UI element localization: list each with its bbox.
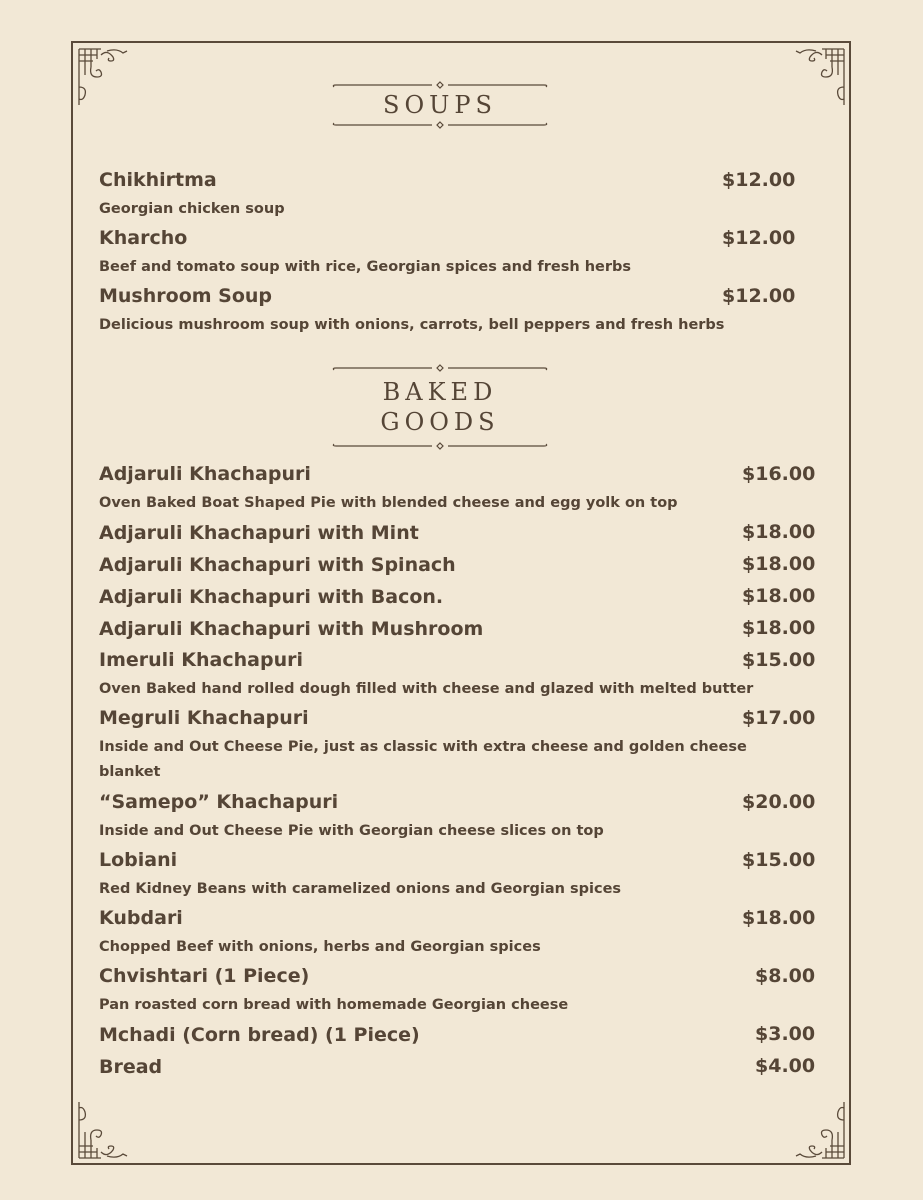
item-name: Lobiani	[99, 849, 178, 871]
section-header-baked-goods	[320, 363, 560, 451]
divider-ornament-icon	[330, 120, 550, 130]
baked-goods-list	[99, 459, 816, 1083]
section-header-soups	[330, 80, 550, 130]
item-price: $18.00	[742, 585, 816, 607]
item-name: Chvishtari (1 Piece)	[99, 965, 310, 987]
item-description: Red Kidney Beans with caramelized onions and Georgian spices	[99, 881, 622, 897]
menu-item	[99, 845, 816, 903]
item-price: $18.00	[742, 521, 816, 543]
item-name: Imeruli Khachapuri	[99, 649, 303, 671]
soups-list	[99, 165, 796, 339]
item-price: $15.00	[742, 649, 816, 671]
item-price: $18.00	[742, 617, 816, 639]
section-title: SOUPS	[383, 91, 497, 119]
item-description: Chopped Beef with onions, herbs and Georgian spices	[99, 939, 541, 955]
item-name: Adjaruli Khachapuri with Bacon.	[99, 586, 444, 608]
item-price: $3.00	[755, 1023, 816, 1045]
menu-item	[99, 223, 796, 281]
menu-item	[99, 581, 816, 613]
menu-item	[99, 1051, 816, 1083]
menu-item	[99, 1019, 816, 1051]
item-name: Adjaruli Khachapuri with Mushroom	[99, 618, 484, 640]
item-name: Chikhirtma	[99, 169, 217, 191]
item-name: Kharcho	[99, 227, 188, 249]
item-description: Inside and Out Cheese Pie, just as classic with extra cheese and golden cheese blanket	[99, 739, 747, 780]
item-description: Beef and tomato soup with rice, Georgian spices and fresh herbs	[99, 259, 632, 275]
menu-item	[99, 903, 816, 961]
item-description: Inside and Out Cheese Pie with Georgian cheese slices on top	[99, 823, 604, 839]
divider-ornament-icon	[330, 441, 550, 451]
item-price: $12.00	[722, 285, 796, 307]
item-price: $18.00	[742, 553, 816, 575]
divider-ornament-icon	[330, 363, 550, 373]
item-description: Delicious mushroom soup with onions, carrots, bell peppers and fresh herbs	[99, 317, 725, 333]
corner-ornament-icon	[77, 47, 137, 107]
item-name: Megruli Khachapuri	[99, 707, 309, 729]
corner-ornament-icon	[77, 1100, 137, 1160]
corner-ornament-icon	[786, 1100, 846, 1160]
item-price: $12.00	[722, 169, 796, 191]
menu-item	[99, 787, 816, 845]
item-price: $16.00	[742, 463, 816, 485]
item-description: Oven Baked Boat Shaped Pie with blended cheese and egg yolk on top	[99, 495, 678, 511]
item-price: $12.00	[722, 227, 796, 249]
item-price: $8.00	[755, 965, 816, 987]
item-price: $20.00	[742, 791, 816, 813]
corner-ornament-icon	[786, 47, 846, 107]
item-name: Mchadi (Corn bread) (1 Piece)	[99, 1024, 420, 1046]
item-description: Oven Baked hand rolled dough filled with cheese and glazed with melted butter	[99, 681, 754, 697]
item-price: $15.00	[742, 849, 816, 871]
menu-item	[99, 281, 796, 339]
item-name: Adjaruli Khachapuri with Mint	[99, 522, 419, 544]
menu-item	[99, 459, 816, 517]
item-name: Adjaruli Khachapuri with Spinach	[99, 554, 456, 576]
divider-ornament-icon	[330, 80, 550, 90]
menu-item	[99, 645, 816, 703]
menu-item	[99, 613, 816, 645]
menu-item	[99, 703, 816, 787]
item-name: Kubdari	[99, 907, 183, 929]
item-price: $4.00	[755, 1055, 816, 1077]
item-description: Georgian chicken soup	[99, 201, 285, 217]
section-title: BAKED GOODS	[380, 378, 500, 436]
item-price: $18.00	[742, 907, 816, 929]
menu-item	[99, 961, 816, 1019]
item-description: Pan roasted corn bread with homemade Georgian cheese	[99, 997, 569, 1013]
menu-item	[99, 165, 796, 223]
item-name: Adjaruli Khachapuri	[99, 463, 311, 485]
item-name: Mushroom Soup	[99, 285, 273, 307]
menu-item	[99, 549, 816, 581]
item-name: “Samepo” Khachapuri	[99, 791, 339, 813]
item-price: $17.00	[742, 707, 816, 729]
item-name: Bread	[99, 1056, 163, 1078]
menu-item	[99, 517, 816, 549]
